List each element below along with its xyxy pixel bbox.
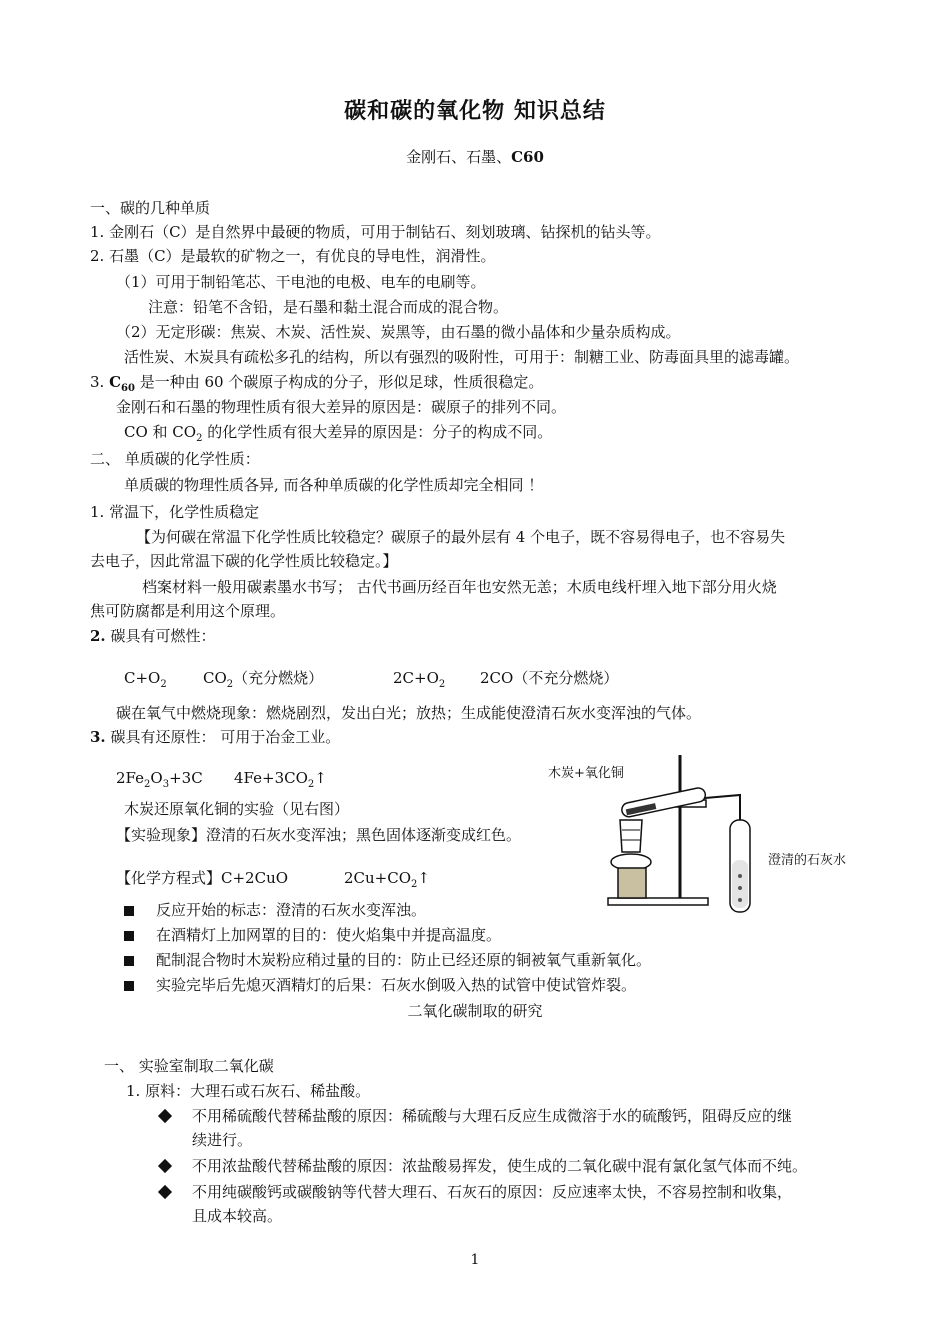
equation-cuo-right bbox=[344, 868, 430, 888]
eq2-reactant: 2C+O bbox=[393, 669, 439, 687]
section-3-title: 二氧化碳制取的研究 bbox=[407, 1002, 543, 1020]
eq1-product: CO bbox=[203, 669, 227, 687]
bullet-text: 配制混合物时木炭粉应稍过量的目的：防止已经还原的铜被氧气重新氧化。 bbox=[156, 951, 652, 969]
gas-arrow-icon: ↑ bbox=[314, 769, 327, 787]
s2-combust-text: 碳具有可燃性： bbox=[105, 627, 216, 645]
s1-line-reason-chemical bbox=[124, 422, 552, 442]
eq3-fe-sub: 2 bbox=[144, 779, 151, 790]
s2-line-combustible bbox=[90, 626, 215, 646]
bullet-item bbox=[124, 900, 426, 920]
eq1-note: （充分燃烧） bbox=[233, 669, 324, 687]
gas-arrow-icon: ↑ bbox=[417, 869, 430, 887]
eq1-reactant-sub: 2 bbox=[160, 679, 167, 690]
diamond-bullet-icon bbox=[158, 1159, 172, 1173]
figure-label-limewater: 澄清的石灰水 bbox=[768, 853, 847, 868]
diamond-item bbox=[160, 1182, 792, 1202]
s1-line-diamond: 1. 金刚石（C）是自然界中最硬的物质，可用于制钻石、刻划玻璃、钻探机的钻头等。 bbox=[90, 223, 661, 241]
s2-line-why-b: 去电子，因此常温下碳的化学性质比较稳定。】 bbox=[90, 552, 398, 570]
diamond-text: 不用纯碳酸钙或碳酸钠等代替大理石、石灰石的原因：反应速率太快，不容易控制和收集， bbox=[192, 1183, 793, 1201]
equation-cuo-left: 【化学方程式】C+2CuO bbox=[116, 869, 289, 887]
equation-incomplete-right: 2CO（不充分燃烧） bbox=[480, 669, 619, 687]
s2-line-same-chem: 单质碳的物理性质各异, 而各种单质碳的化学性质却完全相同 ！ bbox=[124, 476, 544, 494]
bullet-text: 反应开始的标志：澄清的石灰水变浑浊。 bbox=[156, 901, 427, 919]
s1-line-graphite-use: （1）可用于制铅笔芯、干电池的电极、电车的电刷等。 bbox=[116, 273, 486, 291]
diamond-item-cont: 续进行。 bbox=[192, 1131, 253, 1149]
equation-iron-right bbox=[234, 768, 327, 788]
subtitle-c60: C60 bbox=[511, 148, 544, 166]
s2-line-phenomenon: 碳在氧气中燃烧现象：燃烧剧烈，发出白光；放热；生成能使澄清石灰水变浑浊的气体。 bbox=[116, 704, 702, 722]
diamond-bullet-icon bbox=[158, 1185, 172, 1199]
section-1-heading: 一、碳的几种单质 bbox=[90, 199, 211, 217]
lamp-block bbox=[618, 868, 646, 898]
s1-c60-sub: 60 bbox=[121, 383, 135, 394]
bullet-item bbox=[124, 925, 501, 945]
s3-line-materials: 1. 原料：大理石或石灰石、稀盐酸。 bbox=[126, 1082, 371, 1100]
s2-line-observation: 【实验现象】澄清的石灰水变浑浊；黑色固体逐渐变成红色。 bbox=[116, 826, 522, 844]
figure-label-charcoal: 木炭+氧化铜 bbox=[548, 766, 624, 781]
eq3-o-sub: 3 bbox=[162, 779, 170, 790]
eq4-product: 2Cu+CO bbox=[344, 869, 412, 887]
equation-complete-right bbox=[203, 668, 323, 688]
diamond-text: 不用稀硫酸代替稀盐酸的原因：稀硫酸与大理石反应生成微溶于水的硫酸钙，阻碍反应的继 bbox=[192, 1107, 793, 1125]
square-bullet-icon bbox=[124, 956, 134, 966]
s1-c60-text: 是一种由 60 个碳原子构成的分子，形似足球，性质很稳定。 bbox=[134, 373, 544, 391]
eq2-reactant-sub: 2 bbox=[438, 679, 446, 690]
s1-co-text: CO 和 CO bbox=[124, 423, 197, 441]
s2-line-experiment: 木炭还原氧化铜的实验（见右图） bbox=[124, 800, 350, 818]
s2-line-why-a: 【为何碳在常温下化学性质比较稳定？碳原子的最外层有 4 个电子，既不容易得电子，也不容易失 bbox=[136, 528, 786, 546]
diamond-item bbox=[160, 1106, 792, 1126]
diamond-text: 不用浓盐酸代替稀盐酸的原因：浓盐酸易挥发，使生成的二氧化碳中混有氯化氢气体而不纯。 bbox=[192, 1157, 808, 1175]
bullet-item bbox=[124, 975, 636, 995]
bullet-text: 在酒精灯上加网罩的目的：使火焰集中并提高温度。 bbox=[156, 926, 502, 944]
s1-co-rest: 的化学性质有很大差异的原因是：分子的构成不同。 bbox=[202, 423, 553, 441]
s1-c60-symbol: C bbox=[109, 373, 122, 391]
eq1-product-sub: 2 bbox=[226, 679, 234, 690]
s1-line-amorphous: （2）无定形碳：焦炭、木炭、活性炭、炭黑等，由石墨的微小晶体和少量杂质构成。 bbox=[116, 323, 681, 341]
s1-c60-num: 3. bbox=[90, 373, 110, 391]
page-title: 碳和碳的氧化物 知识总结 bbox=[344, 99, 606, 124]
square-bullet-icon bbox=[124, 931, 134, 941]
eq3-o: O bbox=[150, 769, 163, 787]
equation-incomplete-left bbox=[393, 668, 445, 688]
square-bullet-icon bbox=[124, 906, 134, 916]
s2-line-archive-b: 焦可防腐都是利用这个原理。 bbox=[90, 602, 286, 620]
subtitle-text: 金刚石、石墨、 bbox=[406, 148, 512, 166]
stand-base bbox=[608, 898, 708, 905]
s2-reduce-num: 3. bbox=[90, 728, 106, 746]
s2-line-stable: 1. 常温下，化学性质稳定 bbox=[90, 503, 260, 521]
section-2-heading: 二、 单质碳的化学性质： bbox=[90, 450, 260, 468]
eq3-fe: 2Fe bbox=[116, 769, 145, 787]
eq3-c: +3C bbox=[169, 769, 203, 787]
bullet-text: 实验完毕后先熄灭酒精灯的后果：石灰水倒吸入热的试管中使试管炸裂。 bbox=[156, 976, 637, 994]
diamond-item bbox=[160, 1156, 807, 1176]
s1-line-graphite: 2. 石墨（C）是最软的矿物之一，有优良的导电性，润滑性。 bbox=[90, 247, 496, 265]
page-subtitle bbox=[0, 146, 950, 167]
eq3-product-sub: 2 bbox=[307, 779, 315, 790]
s2-reduce-text: 碳具有还原性： 可用于冶金工业。 bbox=[105, 728, 341, 746]
eq3-product: 4Fe+3CO bbox=[234, 769, 308, 787]
bullet-item bbox=[124, 950, 651, 970]
section-3-heading: 一、 实验室制取二氧化碳 bbox=[104, 1057, 274, 1075]
eq4-product-sub: 2 bbox=[411, 879, 418, 890]
s2-line-archive-a: 档案材料一般用碳素墨水书写； 古代书画历经百年也安然无恙；木质电线杆埋入地下部分用火烧 bbox=[142, 578, 777, 596]
apparatus-figure bbox=[600, 750, 770, 920]
equation-iron-left bbox=[116, 768, 203, 788]
test-tube bbox=[621, 787, 707, 818]
s2-line-reducing bbox=[90, 727, 340, 747]
wire-net-shade bbox=[620, 820, 642, 852]
s1-line-activated: 活性炭、木炭具有疏松多孔的结构，所以有强烈的吸附性，可用于：制糖工业、防毒面具里的滤毒罐。 bbox=[124, 348, 800, 366]
diamond-bullet-icon bbox=[158, 1109, 172, 1123]
s1-line-reason-physical: 金刚石和石墨的物理性质有很大差异的原因是：碳原子的排列不同。 bbox=[116, 398, 567, 416]
square-bullet-icon bbox=[124, 981, 134, 991]
diamond-item-cont: 且成本较高。 bbox=[192, 1207, 283, 1225]
equation-complete-left bbox=[124, 668, 167, 688]
s2-combust-num: 2. bbox=[90, 627, 106, 645]
s1-line-note: 注意：铅笔不含铅，是石墨和黏土混合而成的混合物。 bbox=[148, 298, 509, 316]
s1-line-c60 bbox=[90, 372, 543, 392]
page-number: 1 bbox=[470, 1252, 480, 1268]
eq1-reactant: C+O bbox=[124, 669, 161, 687]
s1-co2-sub: 2 bbox=[196, 433, 203, 444]
